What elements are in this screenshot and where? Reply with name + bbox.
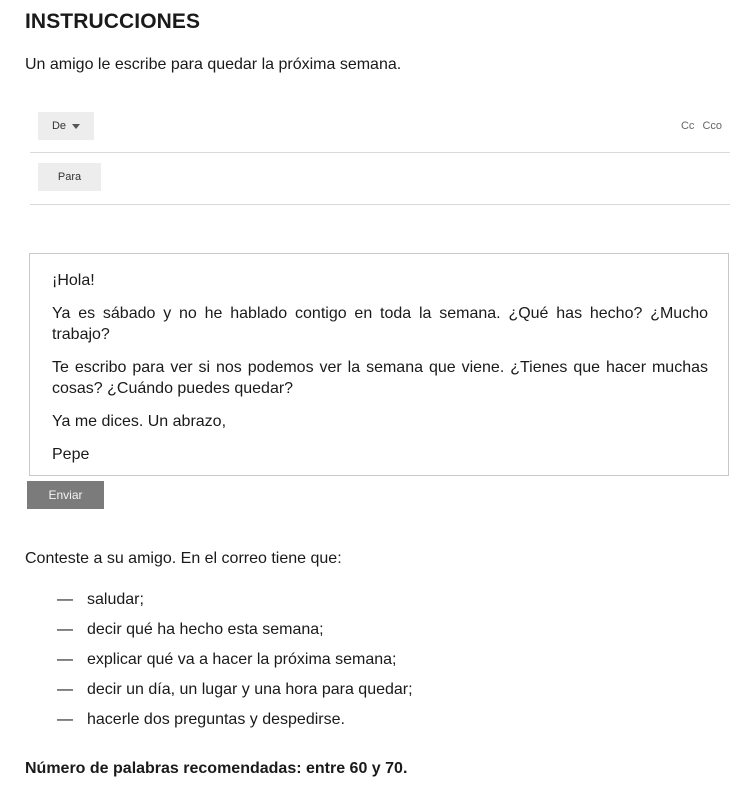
instructions-intro: Un amigo le escribe para quedar la próxima semana.	[25, 56, 402, 73]
bcc-link[interactable]: Cco	[702, 120, 722, 132]
message-paragraph-2: Te escribo para ver si nos podemos ver la semana que viene. ¿Tienes que hacer muchas cosas? ¿Cuándo puedes quedar?	[52, 359, 708, 397]
cc-link[interactable]: Cc	[680, 120, 695, 132]
from-label: De	[51, 120, 67, 132]
message-paragraph-1: Ya es sábado y no he hablado contigo en toda la semana. ¿Qué has hecho? ¿Mucho trabajo?	[52, 305, 708, 343]
list-item-text: hacerle dos preguntas y despedirse.	[87, 711, 345, 728]
list-item	[57, 591, 413, 621]
caret-down-icon	[72, 124, 80, 129]
task-list	[57, 591, 413, 741]
page-title: INSTRUCCIONES	[25, 10, 201, 33]
cc-links	[681, 120, 722, 132]
to-row	[30, 153, 730, 205]
message-closing: Ya me dices. Un abrazo,	[52, 413, 227, 430]
dash-bullet: —	[57, 621, 73, 638]
list-item	[57, 711, 413, 741]
list-item-text: saludar;	[87, 591, 144, 608]
to-button[interactable]: Para	[38, 163, 101, 191]
list-item-text: decir un día, un lugar y una hora para quedar;	[87, 681, 413, 698]
task-intro: Conteste a su amigo. En el correo tiene que:	[25, 550, 342, 567]
list-item-text: decir qué ha hecho esta semana;	[87, 621, 324, 638]
list-item-text: explicar qué va a hacer la próxima semana;	[87, 651, 397, 668]
word-count-note: Número de palabras recomendadas: entre 60 y 70.	[25, 760, 408, 777]
list-item	[57, 681, 413, 711]
message-body[interactable]	[29, 253, 729, 476]
dash-bullet: —	[57, 591, 73, 608]
dash-bullet: —	[57, 711, 73, 728]
send-button[interactable]: Enviar	[27, 481, 104, 509]
list-item	[57, 651, 413, 681]
message-signature: Pepe	[52, 446, 90, 463]
message-greeting: ¡Hola!	[52, 272, 95, 289]
from-dropdown-button[interactable]	[38, 112, 94, 140]
email-header	[30, 104, 730, 205]
dash-bullet: —	[57, 681, 73, 698]
dash-bullet: —	[57, 651, 73, 668]
from-row	[30, 104, 730, 153]
list-item	[57, 621, 413, 651]
